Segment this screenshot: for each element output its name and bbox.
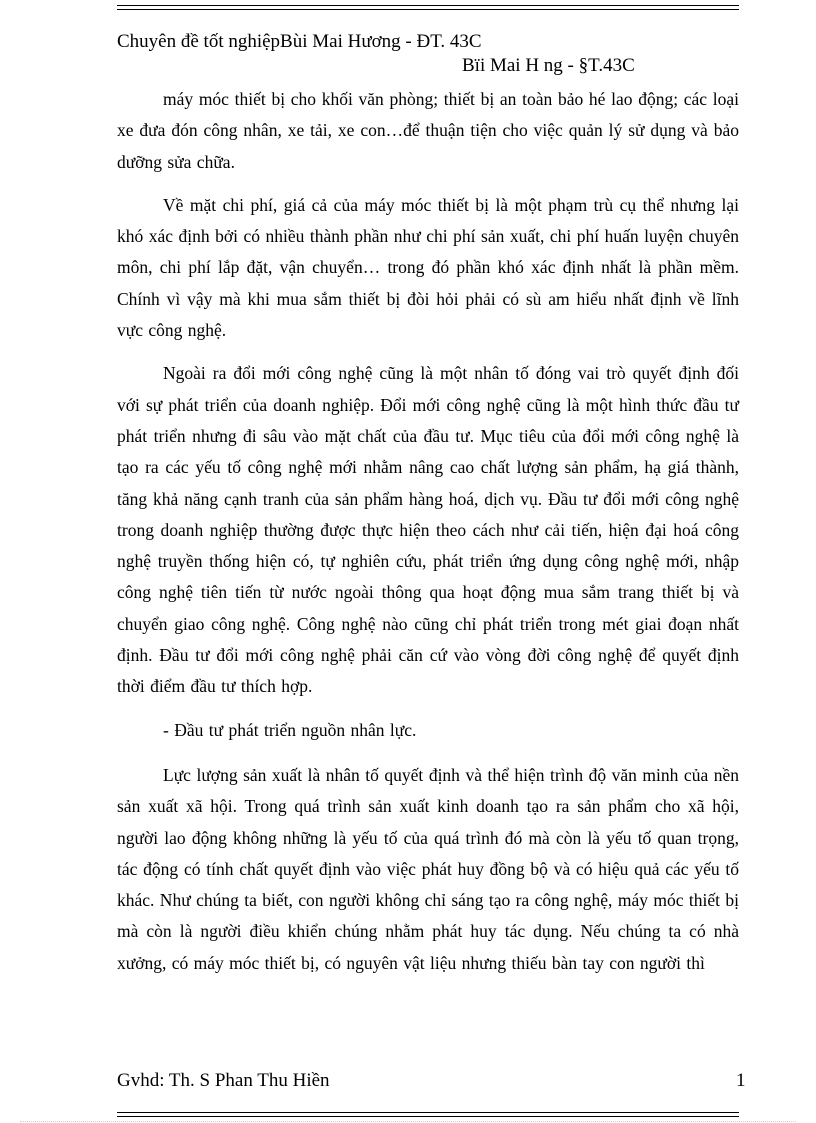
- paragraph: Ngoài ra đổi mới công nghệ cũng là một nhân tố đóng vai trò quyết định đối với sự phát triển của doanh nghiệp. Đổi mới công nghệ cũng là một hình thức đầu tư phát triển nhưng đi sâu vào mặt chất của đầu tư. Mục tiêu của đổi mới công nghệ là tạo ra các yếu tố công nghệ mới nhằm nâng cao chất lượng sản phẩm, hạ giá thành, tăng khả năng cạnh tranh của sản phẩm hàng hoá, dịch vụ. Đầu tư đổi mới công nghệ trong doanh nghiệp thường được thực hiện theo cách như cải tiến, hiện đại hoá công nghệ truyền thống hiện có, tự nghiên cứu, phát triển ứng dụng công nghệ mới, nhập công nghệ tiên tiến từ nước ngoài thông qua hoạt động mua sắm trang thiết bị và chuyển giao công nghệ. Công nghệ nào cũng chỉ phát triển trong mét giai đoạn nhất định. Đầu tư đổi mới công nghệ phải căn cứ vào vòng đời công nghệ để quyết định thời điểm đầu tư thích hợp.: [117, 363, 739, 697]
- paragraph: Lực lượng sản xuất là nhân tố quyết định và thể hiện trình độ văn minh của nền sản xuất xã hội. Trong quá trình sản xuất kinh doanh tạo ra sản phẩm cho xã hội, người lao động không những là yếu tố của quá trình đó mà còn là yếu tố quan trọng, tác động có tính chất quyết định vào việc phát huy đồng bộ và có hiệu quả các yếu tố khác. Như chúng ta biết, con người không chỉ sáng tạo ra công nghệ, máy móc thiết bị mà còn là người điều khiển chúng nhằm phát huy tác dụng. Nếu chúng ta có nhà xưởng, có máy móc thiết bị, có nguyên vật liệu nhưng thiếu bàn tay con người thì: [117, 764, 739, 973]
- header-rule: [117, 5, 739, 10]
- body-text: [117, 84, 739, 991]
- running-header: Chuyên đề tốt nghiệpBùi Mai Hương - ĐT. 43C: [117, 31, 482, 52]
- paragraph: Về mặt chi phí, giá cả của máy móc thiết bị là một phạm trù cụ thể nhưng lại khó xác định bởi có nhiều thành phần như chi phí sản xuất, chi phí huấn luyện chuyên môn, chi phí lắp đặt, vận chuyển… trong đó phần khó xác định nhất là phần mềm. Chính vì vậy mà khi mua sắm thiết bị đòi hỏi phải có sù am hiểu nhất định về lĩnh vực công nghệ.: [117, 194, 739, 341]
- section-heading: - Đầu tư phát triển nguồn nhân lực.: [163, 719, 417, 740]
- page-number: 1: [736, 1070, 746, 1091]
- footer-advisor: Gvhd: Th. S Phan Thu Hiền: [117, 1070, 330, 1091]
- footer-rule: [117, 1112, 739, 1117]
- page-edge-divider: [20, 1121, 796, 1122]
- running-header-garbled: Bïi Mai H ng - §T.43C: [462, 55, 635, 76]
- paragraph: máy móc thiết bị cho khối văn phòng; thiết bị an toàn bảo hé lao động; các loại xe đưa đón công nhân, xe tải, xe con…để thuận tiện cho việc quản lý sử dụng và bảo dưỡng sửa chữa.: [117, 89, 739, 172]
